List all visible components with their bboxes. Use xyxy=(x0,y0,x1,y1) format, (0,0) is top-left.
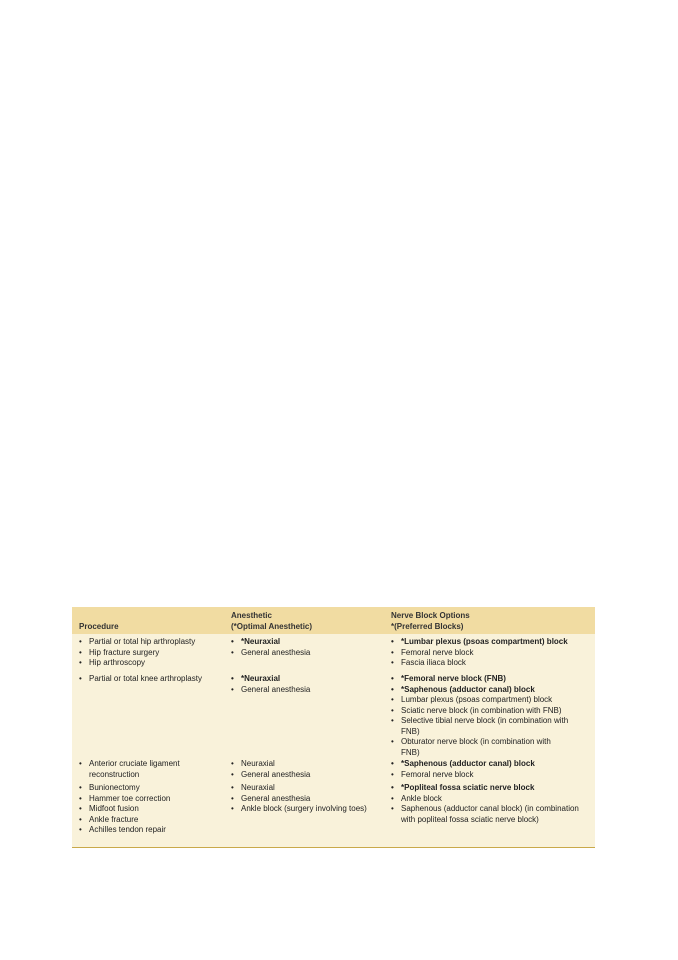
list-item: • Anterior cruciate ligament reconstruction xyxy=(79,759,230,780)
header-procedure xyxy=(72,622,230,633)
nerve-block-cell xyxy=(390,674,595,759)
table-row xyxy=(72,783,595,843)
list-item: • Hammer toe correction xyxy=(79,794,230,805)
header-anesthetic-label: Anesthetic xyxy=(231,611,272,620)
list-item: • Hip arthroscopy xyxy=(79,658,230,669)
list-item: • General anesthesia xyxy=(231,770,390,781)
list-item: • Achilles tendon repair xyxy=(79,825,230,836)
list-item: • Sciatic nerve block (in combination with FNB) xyxy=(391,706,589,717)
anesthetic-cell xyxy=(230,674,390,759)
list-item: • Bunionectomy xyxy=(79,783,230,794)
nerve-block-cell xyxy=(390,637,595,674)
list-item: • Obturator nerve block (in combination with FNB) xyxy=(391,737,589,758)
procedure-cell xyxy=(72,783,230,843)
list-item: • *Neuraxial xyxy=(231,637,390,648)
list-item: • Saphenous (adductor canal block) (in combination with popliteal fossa sciatic nerve block) xyxy=(391,804,589,825)
procedure-cell xyxy=(72,674,230,759)
list-item: • *Femoral nerve block (FNB) xyxy=(391,674,589,685)
list-item: • General anesthesia xyxy=(231,685,390,696)
anesthetic-cell xyxy=(230,759,390,783)
list-item: • Ankle block (surgery involving toes) xyxy=(231,804,390,815)
list-item: • Femoral nerve block xyxy=(391,770,589,781)
list-item: • General anesthesia xyxy=(231,648,390,659)
list-item: • Neuraxial xyxy=(231,783,390,794)
table-row xyxy=(72,637,595,674)
list-item: • Partial or total hip arthroplasty xyxy=(79,637,230,648)
anesthetic-cell xyxy=(230,783,390,843)
list-item: • Ankle fracture xyxy=(79,815,230,826)
header-anesthetic xyxy=(230,611,390,632)
list-item: • Partial or total knee arthroplasty xyxy=(79,674,230,685)
list-item: • Selective tibial nerve block (in combination with FNB) xyxy=(391,716,589,737)
list-item: • *Saphenous (adductor canal) block xyxy=(391,759,589,770)
table-body xyxy=(72,634,595,847)
list-item: • Ankle block xyxy=(391,794,589,805)
nerve-block-cell xyxy=(390,759,595,783)
list-item: • Hip fracture surgery xyxy=(79,648,230,659)
table-header xyxy=(72,607,595,634)
list-item: • Femoral nerve block xyxy=(391,648,589,659)
header-procedure-label: Procedure xyxy=(79,621,119,631)
list-item: • Fascia iliaca block xyxy=(391,658,589,669)
procedure-cell xyxy=(72,637,230,674)
nerve-block-cell xyxy=(390,783,595,843)
table-row xyxy=(72,674,595,759)
list-item: • *Popliteal fossa sciatic nerve block xyxy=(391,783,589,794)
table-row xyxy=(72,759,595,783)
header-anesthetic-sublabel: (*Optimal Anesthetic) xyxy=(231,621,313,631)
list-item: • *Saphenous (adductor canal) block xyxy=(391,685,589,696)
anesthetic-cell xyxy=(230,637,390,674)
list-item: • Midfoot fusion xyxy=(79,804,230,815)
header-nerve-block-sublabel: *(Preferred Blocks) xyxy=(391,621,464,631)
list-item: • General anesthesia xyxy=(231,794,390,805)
list-item: • Neuraxial xyxy=(231,759,390,770)
list-item: • Lumbar plexus (psoas compartment) block xyxy=(391,695,589,706)
header-nerve-block-label: Nerve Block Options xyxy=(391,611,470,620)
header-nerve-block xyxy=(390,611,595,632)
list-item: • *Lumbar plexus (psoas compartment) block xyxy=(391,637,589,648)
list-item: • *Neuraxial xyxy=(231,674,390,685)
anesthesia-table xyxy=(72,607,595,848)
procedure-cell xyxy=(72,759,230,783)
